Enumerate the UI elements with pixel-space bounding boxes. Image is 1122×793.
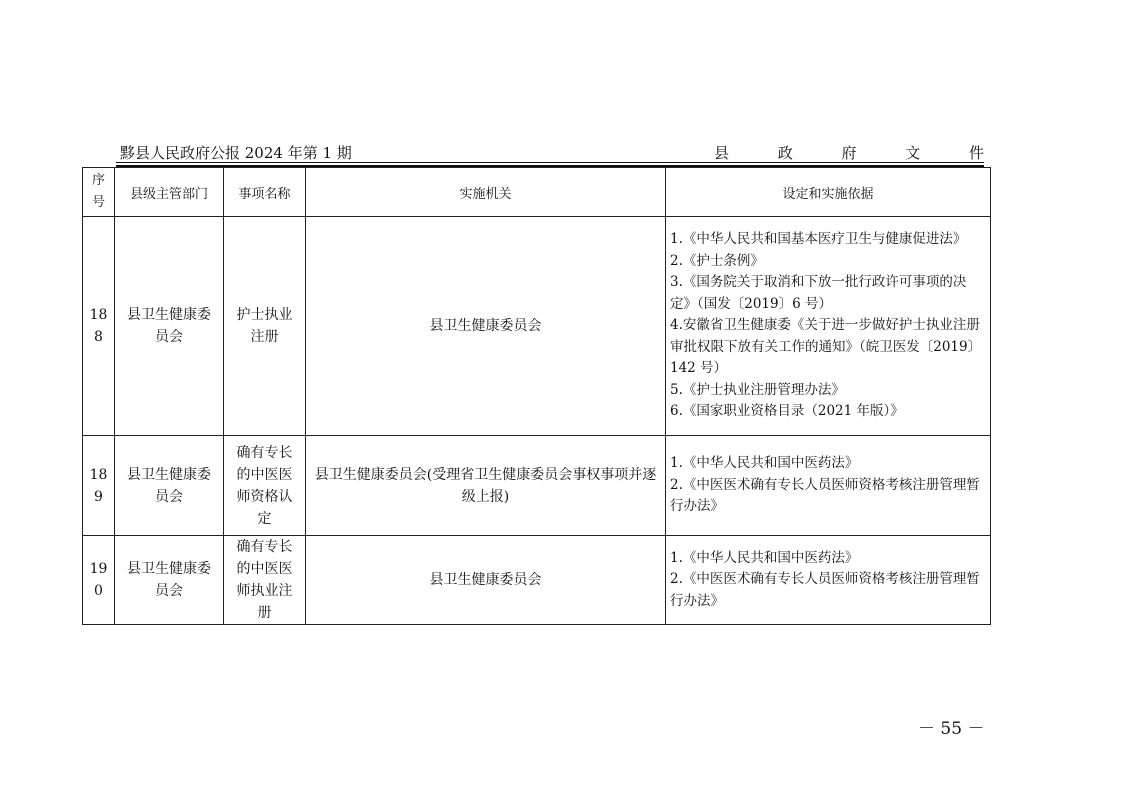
section-title-char: 县	[714, 144, 730, 162]
agency-cell: 县卫生健康委员会	[306, 217, 666, 436]
bulletin-title: 黟县人民政府公报 2024 年第 1 期	[120, 144, 352, 162]
section-title-char: 政	[777, 144, 793, 162]
header-item: 事项名称	[224, 168, 306, 217]
dept-cell: 县卫生健康委员会	[115, 217, 224, 436]
page-header	[116, 140, 984, 162]
basis-item: 2.《中医医术确有专长人员医师资格考核注册管理暂行办法》	[670, 571, 980, 609]
item-cell: 确有专长的中医医师资格认定	[224, 436, 306, 536]
header-basis: 设定和实施依据	[666, 168, 991, 217]
header-dept: 县级主管部门	[115, 168, 224, 217]
basis-item: 1.《中华人民共和国中医药法》	[670, 455, 859, 472]
section-title-char: 件	[968, 144, 984, 162]
dept-cell: 县卫生健康委员会	[115, 536, 224, 625]
agency-cell: 县卫生健康委员会(受理省卫生健康委员会事权事项并逐级上报)	[306, 436, 666, 536]
basis-item: 4.安徽省卫生健康委《关于进一步做好护士执业注册审批权限下放有关工作的通知》（皖卫医发〔2019〕142 号）	[670, 317, 982, 377]
item-cell: 护士执业注册	[224, 217, 306, 436]
item-cell: 确有专长的中医医师执业注册	[224, 536, 306, 625]
basis-item: 5.《护士执业注册管理办法》	[670, 381, 845, 398]
basis-item: 1.《中华人民共和国基本医疗卫生与健康促进法》	[670, 231, 967, 248]
section-title	[714, 142, 984, 163]
header-agency: 实施机关	[306, 168, 666, 217]
seq-cell: 190	[83, 536, 115, 625]
basis-item: 1.《中华人民共和国中医药法》	[670, 549, 859, 566]
section-title-char: 文	[905, 144, 921, 162]
header-seq: 序号	[83, 168, 115, 217]
basis-item: 3.《国务院关于取消和下放一批行政许可事项的决定》（国发〔2019〕6 号）	[670, 274, 967, 312]
table-row	[83, 436, 991, 536]
basis-cell	[666, 536, 991, 625]
basis-item: 2.《护士条例》	[670, 252, 764, 269]
table-row	[83, 536, 991, 625]
table-row	[83, 217, 991, 436]
header-rule-thin	[116, 162, 984, 163]
dept-cell: 县卫生健康委员会	[115, 436, 224, 536]
seq-cell: 189	[83, 436, 115, 536]
basis-item: 6.《国家职业资格目录（2021 年版）》	[670, 403, 904, 420]
section-title-char: 府	[841, 144, 857, 162]
basis-cell	[666, 217, 991, 436]
seq-cell: 188	[83, 217, 115, 436]
basis-item: 2.《中医医术确有专长人员医师资格考核注册管理暂行办法》	[670, 476, 980, 515]
table-header-row	[83, 168, 991, 217]
licensing-items-table	[82, 167, 991, 625]
agency-cell: 县卫生健康委员会	[306, 536, 666, 625]
basis-cell	[666, 436, 991, 536]
page-number: － 55 －	[918, 719, 985, 739]
